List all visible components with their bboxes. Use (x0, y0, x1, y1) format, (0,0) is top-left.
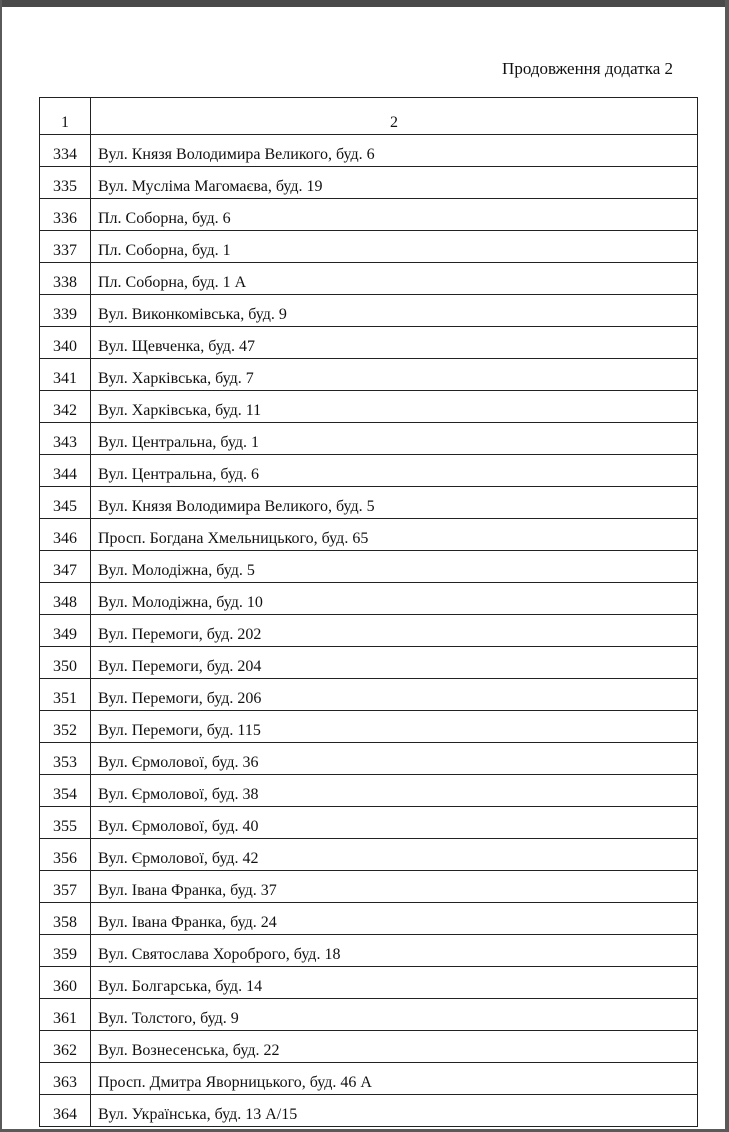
row-number: 344 (40, 455, 91, 487)
row-number: 338 (40, 263, 91, 295)
row-number: 352 (40, 711, 91, 743)
table-row (40, 263, 698, 295)
row-number: 355 (40, 807, 91, 839)
row-address: Вул. Єрмолової, буд. 40 (91, 807, 698, 839)
table-row (40, 583, 698, 615)
row-number: 354 (40, 775, 91, 807)
table-row (40, 519, 698, 551)
table-row (40, 999, 698, 1031)
row-address: Вул. Болгарська, буд. 14 (91, 967, 698, 999)
table-row (40, 807, 698, 839)
row-address: Вул. Єрмолової, буд. 42 (91, 839, 698, 871)
row-address: Вул. Єрмолової, буд. 36 (91, 743, 698, 775)
row-number: 346 (40, 519, 91, 551)
table-row (40, 679, 698, 711)
row-number: 345 (40, 487, 91, 519)
row-address: Вул. Харківська, буд. 11 (91, 391, 698, 423)
table-row (40, 1031, 698, 1063)
row-address: Вул. Українська, буд. 13 А/15 (91, 1095, 698, 1127)
row-address: Вул. Вознесенська, буд. 22 (91, 1031, 698, 1063)
table-row (40, 903, 698, 935)
row-address: Вул. Центральна, буд. 6 (91, 455, 698, 487)
row-address: Пл. Соборна, буд. 6 (91, 199, 698, 231)
table-header-row (40, 98, 698, 135)
row-address: Вул. Молодіжна, буд. 10 (91, 583, 698, 615)
table-row (40, 167, 698, 199)
row-number: 358 (40, 903, 91, 935)
row-address: Вул. Князя Володимира Великого, буд. 6 (91, 135, 698, 167)
row-address: Вул. Щевченка, буд. 47 (91, 327, 698, 359)
row-address: Вул. Виконкомівська, буд. 9 (91, 295, 698, 327)
row-address: Пл. Соборна, буд. 1 А (91, 263, 698, 295)
row-number: 357 (40, 871, 91, 903)
row-address: Вул. Мусліма Магомаєва, буд. 19 (91, 167, 698, 199)
table-row (40, 1063, 698, 1095)
row-number: 347 (40, 551, 91, 583)
table-row (40, 711, 698, 743)
row-number: 356 (40, 839, 91, 871)
row-number: 363 (40, 1063, 91, 1095)
row-address: Просп. Дмитра Яворницького, буд. 46 А (91, 1063, 698, 1095)
row-number: 348 (40, 583, 91, 615)
row-number: 349 (40, 615, 91, 647)
row-number: 336 (40, 199, 91, 231)
table-row (40, 1095, 698, 1127)
row-address: Вул. Толстого, буд. 9 (91, 999, 698, 1031)
page-title: Продовження додатка 2 (502, 59, 673, 78)
row-address: Просп. Богдана Хмельницького, буд. 65 (91, 519, 698, 551)
table-row (40, 615, 698, 647)
row-number: 335 (40, 167, 91, 199)
table-row (40, 135, 698, 167)
row-number: 339 (40, 295, 91, 327)
row-address: Вул. Перемоги, буд. 115 (91, 711, 698, 743)
row-number: 334 (40, 135, 91, 167)
column-header-address: 2 (91, 98, 698, 135)
row-number: 361 (40, 999, 91, 1031)
table-row (40, 743, 698, 775)
window-right-border (725, 0, 729, 1132)
table-row (40, 839, 698, 871)
row-address: Вул. Харківська, буд. 7 (91, 359, 698, 391)
table-row (40, 359, 698, 391)
table-row (40, 967, 698, 999)
row-address: Вул. Перемоги, буд. 206 (91, 679, 698, 711)
row-number: 342 (40, 391, 91, 423)
row-address: Пл. Соборна, буд. 1 (91, 231, 698, 263)
row-address: Вул. Перемоги, буд. 202 (91, 615, 698, 647)
table-row (40, 935, 698, 967)
table-row (40, 455, 698, 487)
address-table (39, 97, 698, 1127)
row-number: 360 (40, 967, 91, 999)
table-row (40, 551, 698, 583)
table-row (40, 295, 698, 327)
row-address: Вул. Перемоги, буд. 204 (91, 647, 698, 679)
table-row (40, 871, 698, 903)
row-number: 350 (40, 647, 91, 679)
window-left-border (0, 0, 2, 1132)
row-number: 341 (40, 359, 91, 391)
row-number: 364 (40, 1095, 91, 1127)
row-number: 343 (40, 423, 91, 455)
address-table-body (40, 98, 698, 1127)
column-header-number: 1 (40, 98, 91, 135)
row-number: 337 (40, 231, 91, 263)
row-address: Вул. Єрмолової, буд. 38 (91, 775, 698, 807)
table-row (40, 199, 698, 231)
table-row (40, 487, 698, 519)
table-row (40, 647, 698, 679)
row-address: Вул. Святослава Хороброго, буд. 18 (91, 935, 698, 967)
row-address: Вул. Молодіжна, буд. 5 (91, 551, 698, 583)
table-row (40, 231, 698, 263)
table-row (40, 423, 698, 455)
table-row (40, 775, 698, 807)
window-top-border (0, 0, 729, 7)
row-address: Вул. Князя Володимира Великого, буд. 5 (91, 487, 698, 519)
table-row (40, 391, 698, 423)
row-number: 351 (40, 679, 91, 711)
row-address: Вул. Івана Франка, буд. 37 (91, 871, 698, 903)
row-number: 359 (40, 935, 91, 967)
table-row (40, 327, 698, 359)
row-address: Вул. Івана Франка, буд. 24 (91, 903, 698, 935)
row-number: 353 (40, 743, 91, 775)
row-address: Вул. Центральна, буд. 1 (91, 423, 698, 455)
row-number: 340 (40, 327, 91, 359)
row-number: 362 (40, 1031, 91, 1063)
